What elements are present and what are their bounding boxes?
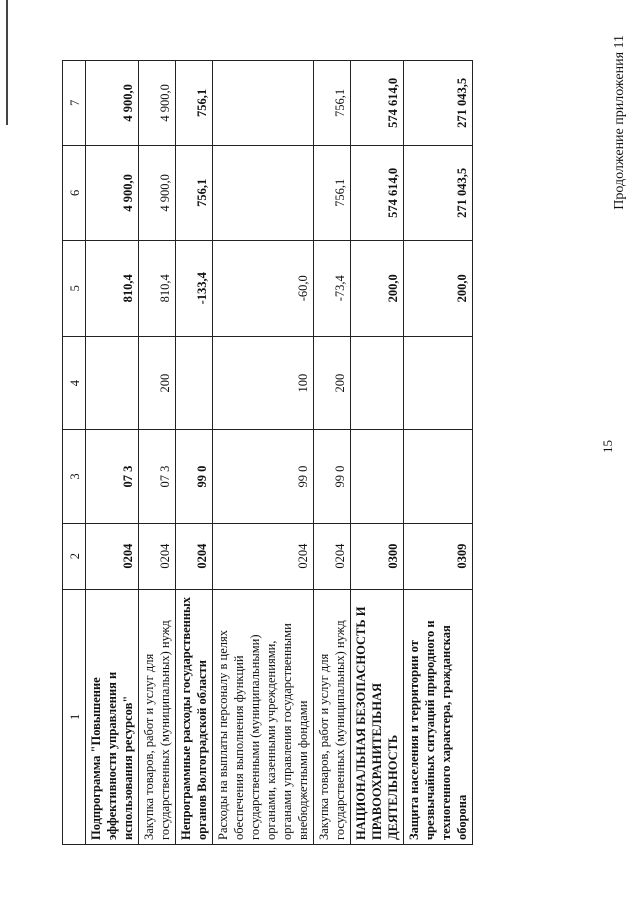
section-code: 0204 [139, 523, 176, 589]
program-code: 99 0 [176, 430, 213, 523]
change-amount: 200,0 [351, 240, 404, 336]
table-row [176, 61, 213, 845]
expense-type [86, 336, 139, 430]
expense-type [176, 336, 213, 430]
amount-col6: 756,1 [176, 145, 213, 240]
program-code [351, 430, 404, 523]
col-header-5: 5 [63, 240, 86, 336]
row-name: Непрограммные расходы государственных органов Волгоградской области [176, 589, 213, 844]
change-amount: 200,0 [404, 240, 473, 336]
row-name: Закупка товаров, работ и услуг для государственных (муниципальных) нужд [139, 589, 176, 844]
page-number: 15 [600, 440, 615, 453]
appendix-caption: Продолжение приложения 11 [612, 35, 627, 210]
amount-col6: 756,1 [314, 145, 351, 240]
row-name: Закупка товаров, работ и услуг для государственных (муниципальных) нужд [314, 589, 351, 844]
program-code: 07 3 [139, 430, 176, 523]
amount-col6: 574 614,0 [351, 145, 404, 240]
section-code: 0204 [86, 523, 139, 589]
amount-col6 [213, 145, 314, 240]
row-name: НАЦИОНАЛЬНАЯ БЕЗОПАСНОСТЬ И ПРАВООХРАНИТЕЛЬНАЯ ДЕЯТЕЛЬНОСТЬ [351, 589, 404, 844]
amount-col6: 4 900,0 [86, 145, 139, 240]
col-header-6: 6 [63, 145, 86, 240]
table-row [86, 61, 139, 845]
table-row [213, 61, 314, 845]
row-name: Расходы на выплаты персоналу в целях обеспечения выполнения функций государственными (муниципальными) органами, казенными учреждениями, органами управления государственными внебюджетными фондами [213, 589, 314, 844]
section-code: 0204 [213, 523, 314, 589]
amount-col7: 4 900,0 [139, 61, 176, 146]
col-header-2: 2 [63, 523, 86, 589]
top-rule [6, 0, 8, 125]
col-header-7: 7 [63, 61, 86, 146]
expense-type: 200 [139, 336, 176, 430]
table-row [404, 61, 473, 845]
expense-type: 100 [213, 336, 314, 430]
program-code: 99 0 [213, 430, 314, 523]
change-amount: -60,0 [213, 240, 314, 336]
amount-col7: 756,1 [176, 61, 213, 146]
col-header-1: 1 [63, 589, 86, 844]
program-code: 07 3 [86, 430, 139, 523]
col-header-4: 4 [63, 336, 86, 430]
change-amount: -73,4 [314, 240, 351, 336]
section-code: 0300 [351, 523, 404, 589]
row-name: Защита населения и территории от чрезвычайных ситуаций природного и техногенного характера, гражданская оборона [404, 589, 473, 844]
change-amount: -133,4 [176, 240, 213, 336]
amount-col7: 271 043,5 [404, 61, 473, 146]
amount-col7: 756,1 [314, 61, 351, 146]
amount-col7 [213, 61, 314, 146]
table-row [139, 61, 176, 845]
amount-col7: 574 614,0 [351, 61, 404, 146]
col-header-3: 3 [63, 430, 86, 523]
table-row [314, 61, 351, 845]
section-code: 0204 [314, 523, 351, 589]
section-code: 0204 [176, 523, 213, 589]
row-name: Подпрограмма "Повышение эффективности управления и использования ресурсов" [86, 589, 139, 844]
budget-table [62, 60, 473, 845]
section-code: 0309 [404, 523, 473, 589]
expense-type [404, 336, 473, 430]
change-amount: 810,4 [86, 240, 139, 336]
amount-col6: 4 900,0 [139, 145, 176, 240]
table-row [351, 61, 404, 845]
expense-type [351, 336, 404, 430]
amount-col6: 271 043,5 [404, 145, 473, 240]
amount-col7: 4 900,0 [86, 61, 139, 146]
header-row [63, 61, 86, 845]
change-amount: 810,4 [139, 240, 176, 336]
program-code [404, 430, 473, 523]
expense-type: 200 [314, 336, 351, 430]
program-code: 99 0 [314, 430, 351, 523]
